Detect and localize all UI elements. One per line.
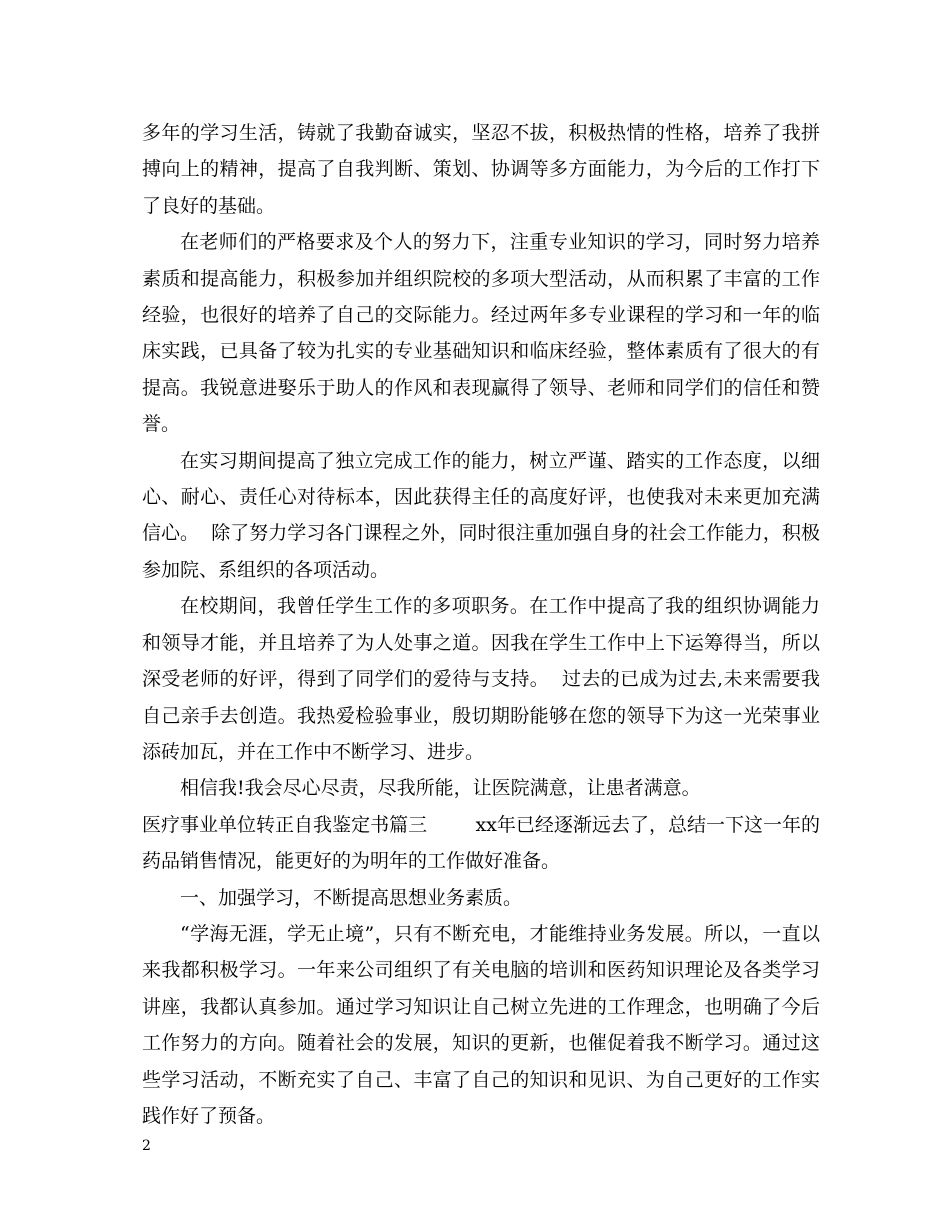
section-heading-paragraph: 医疗事业单位转正自我鉴定书篇三 xx年已经逐渐远去了，总结一下这一年的药品销售情况，能更好的为明年的工作做好准备。 — [142, 813, 820, 873]
body-paragraph-3: 在实习期间提高了独立完成工作的能力，树立严谨、踏实的工作态度，以细心、耐心、责任心对待标本，因此获得主任的高度好评，也使我对未来更加充满信心。 除了努力学习各门课程之外，同时很注重加强自身的社会工作能力，积极参加院、系组织的各项活动。 — [142, 449, 820, 581]
page-number: 2 — [142, 1138, 151, 1154]
body-paragraph-2: 在老师们的严格要求及个人的努力下，注重专业知识的学习，同时努力培养素质和提高能力，积极参加并组织院校的多项大型活动，从而积累了丰富的工作经验，也很好的培养了自己的交际能力。经过两年多专业课程的学习和一年的临床实践，已具备了较为扎实的专业基础知识和临床经验，整体素质有了很大的有提高。我锐意进娶乐于助人的作风和表现赢得了领导、老师和同学们的信任和赞誉。 — [142, 231, 820, 436]
body-paragraph-1: 多年的学习生活，铸就了我勤奋诚实，坚忍不拔，积极热情的性格，培养了我拼搏向上的精神，提高了自我判断、策划、协调等多方面能力，为今后的工作打下了良好的基础。 — [142, 122, 820, 217]
body-paragraph-6: “学海无涯，学无止境”，只有不断充电，才能维持业务发展。所以，一直以来我都积极学习。一年来公司组织了有关电脑的培训和医药知识理论及各类学习讲座，我都认真参加。通过学习知识让自己树立先进的工作理念，也明确了今后工作努力的方向。随着社会的发展，知识的更新，也催促着我不断学习。通过这些学习活动，不断充实了自己、丰富了自己的知识和见识、为自己更好的工作实践作好了预备。 — [142, 922, 820, 1127]
subheading-paragraph: 一、加强学习，不断提高思想业务素质。 — [180, 886, 523, 909]
body-paragraph-4: 在校期间，我曾任学生工作的多项职务。在工作中提高了我的组织协调能力和领导才能，并且培养了为人处事之道。因我在学生工作中上下运筹得当，所以深受老师的好评，得到了同学们的爱待与支持。 过去的已成为过去,未来需要我自己亲手去创造。我热爱检验事业，殷切期盼能够在您的领导下为这一光荣事业添砖加瓦，并在工作中不断学习、进步。 — [142, 595, 820, 763]
body-paragraph-5: 相信我!我会尽心尽责，尽我所能，让医院满意，让患者满意。 — [180, 777, 701, 800]
document-body — [142, 115, 820, 1134]
